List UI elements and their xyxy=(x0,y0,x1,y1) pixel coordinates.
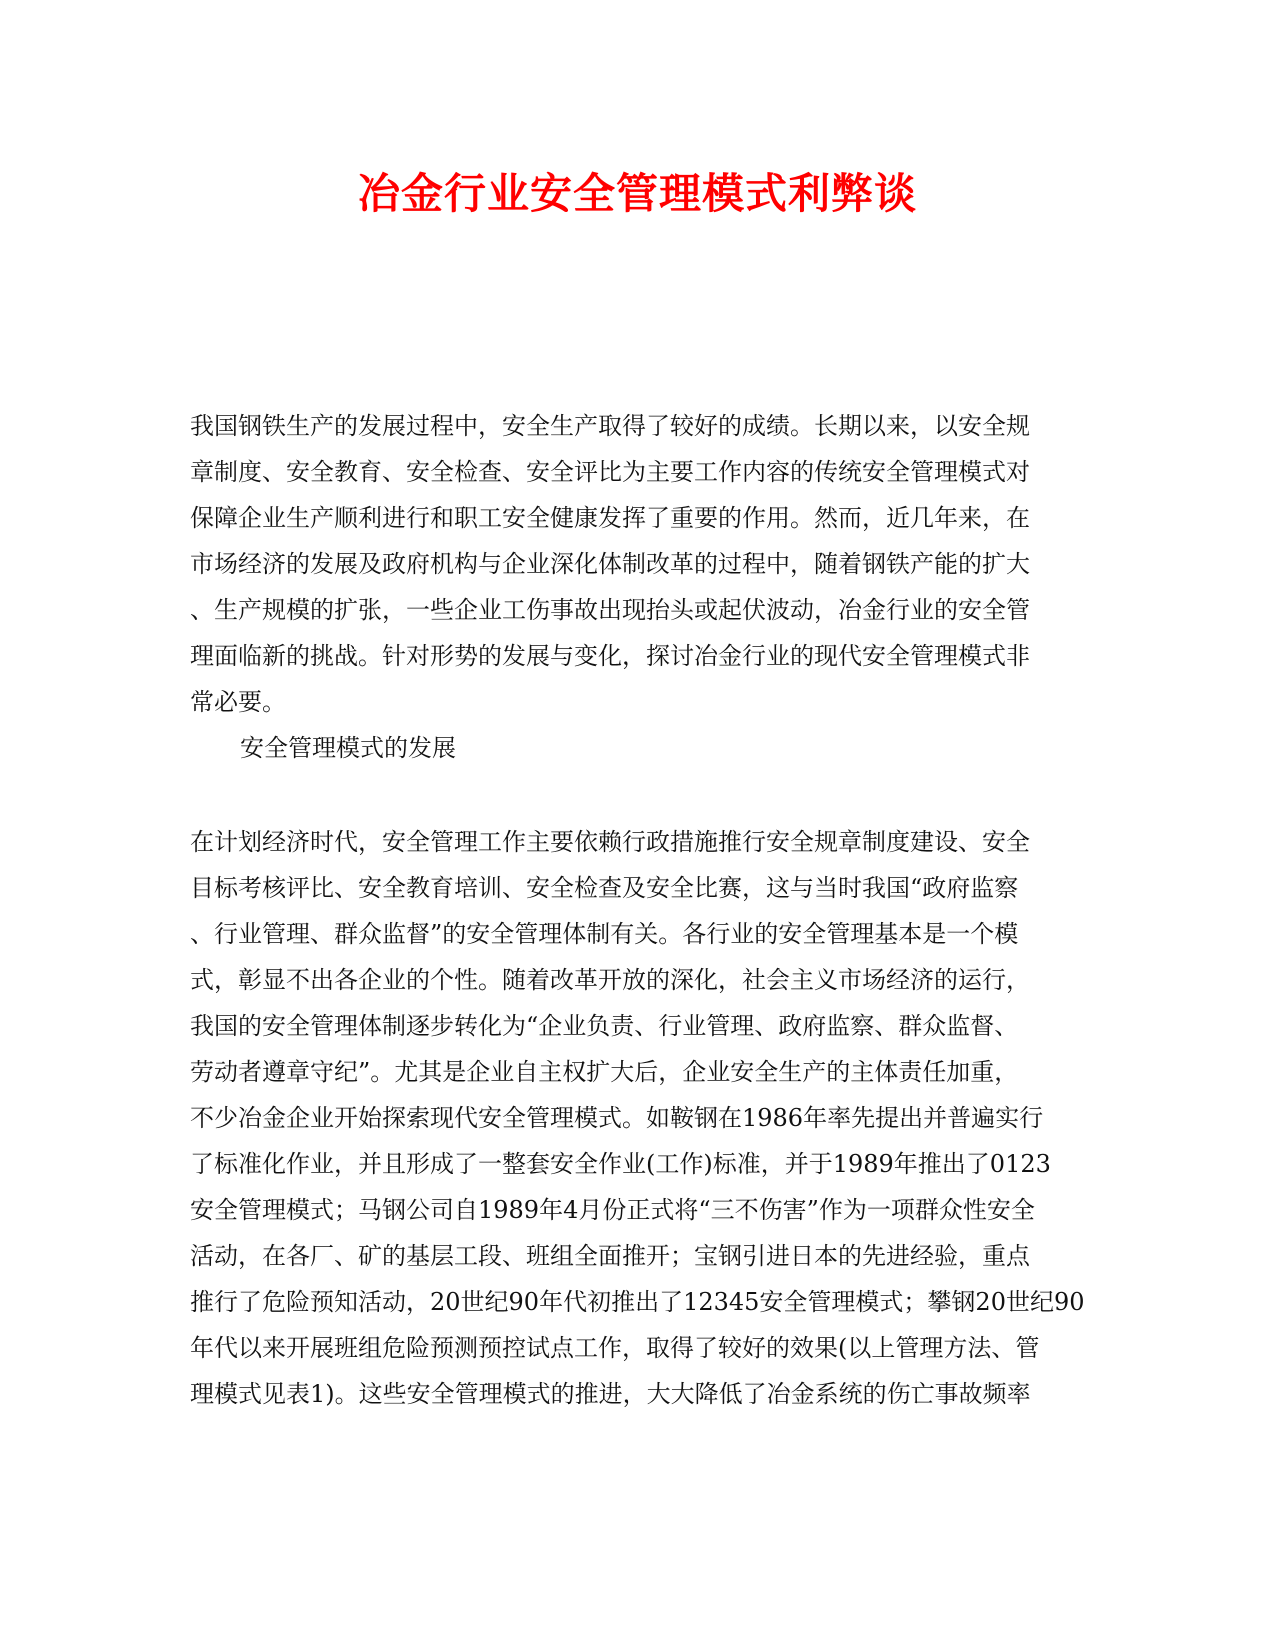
paragraph-line: 、生产规模的扩张，一些企业工伤事故出现抬头或起伏波动，冶金行业的安全管 xyxy=(190,596,1030,624)
paragraph-line: 市场经济的发展及政府机构与企业深化体制改革的过程中，随着钢铁产能的扩大 xyxy=(190,550,1030,578)
paragraph-line: 常必要。 xyxy=(190,688,286,716)
paragraph-line: 年代以来开展班组危险预测预控试点工作，取得了较好的效果(以上管理方法、管 xyxy=(190,1334,1040,1362)
paragraph-line: 推行了危险预知活动，20世纪90年代初推出了12345安全管理模式；攀钢20世纪90 xyxy=(190,1288,1085,1316)
paragraph-line: 安全管理模式；马钢公司自1989年4月份正式将“三不伤害”作为一项群众性安全 xyxy=(190,1196,1035,1224)
paragraph-line: 理面临新的挑战。针对形势的发展与变化，探讨冶金行业的现代安全管理模式非 xyxy=(190,642,1030,670)
paragraph-line: 不少冶金企业开始探索现代安全管理模式。如鞍钢在1986年率先提出并普遍实行 xyxy=(190,1104,1044,1132)
paragraph-line: 我国的安全管理体制逐步转化为“企业负责、行业管理、政府监察、群众监督、 xyxy=(190,1012,1019,1040)
paragraph-line: 保障企业生产顺利进行和职工安全健康发挥了重要的作用。然而，近几年来，在 xyxy=(190,504,1030,532)
paragraph-line: 目标考核评比、安全教育培训、安全检查及安全比赛，这与当时我国“政府监察 xyxy=(190,874,1019,902)
paragraph-line: 式，彰显不出各企业的个性。随着改革开放的深化，社会主义市场经济的运行， xyxy=(190,966,1030,994)
paragraph-line: 劳动者遵章守纪”。尤其是企业自主权扩大后，企业安全生产的主体责任加重， xyxy=(190,1058,1019,1086)
paragraph-line: 、行业管理、群众监督”的安全管理体制有关。各行业的安全管理基本是一个模 xyxy=(190,920,1019,948)
paragraph-line: 活动，在各厂、矿的基层工段、班组全面推开；宝钢引进日本的先进经验，重点 xyxy=(190,1242,1030,1270)
paragraph-line: 在计划经济时代，安全管理工作主要依赖行政措施推行安全规章制度建设、安全 xyxy=(190,828,1030,856)
paragraph-line: 我国钢铁生产的发展过程中，安全生产取得了较好的成绩。长期以来，以安全规 xyxy=(190,412,1030,440)
paragraph-line: 理模式见表1)。这些安全管理模式的推进，大大降低了冶金系统的伤亡事故频率 xyxy=(190,1380,1031,1408)
paragraph-line: 章制度、安全教育、安全检查、安全评比为主要工作内容的传统安全管理模式对 xyxy=(190,458,1030,486)
paragraph-line: 了标准化作业，并且形成了一整套安全作业(工作)标准，并于1989年推出了0123 xyxy=(190,1150,1051,1178)
document-title: 冶金行业安全管理模式利弊谈 xyxy=(357,169,917,218)
section-heading: 安全管理模式的发展 xyxy=(240,734,456,762)
